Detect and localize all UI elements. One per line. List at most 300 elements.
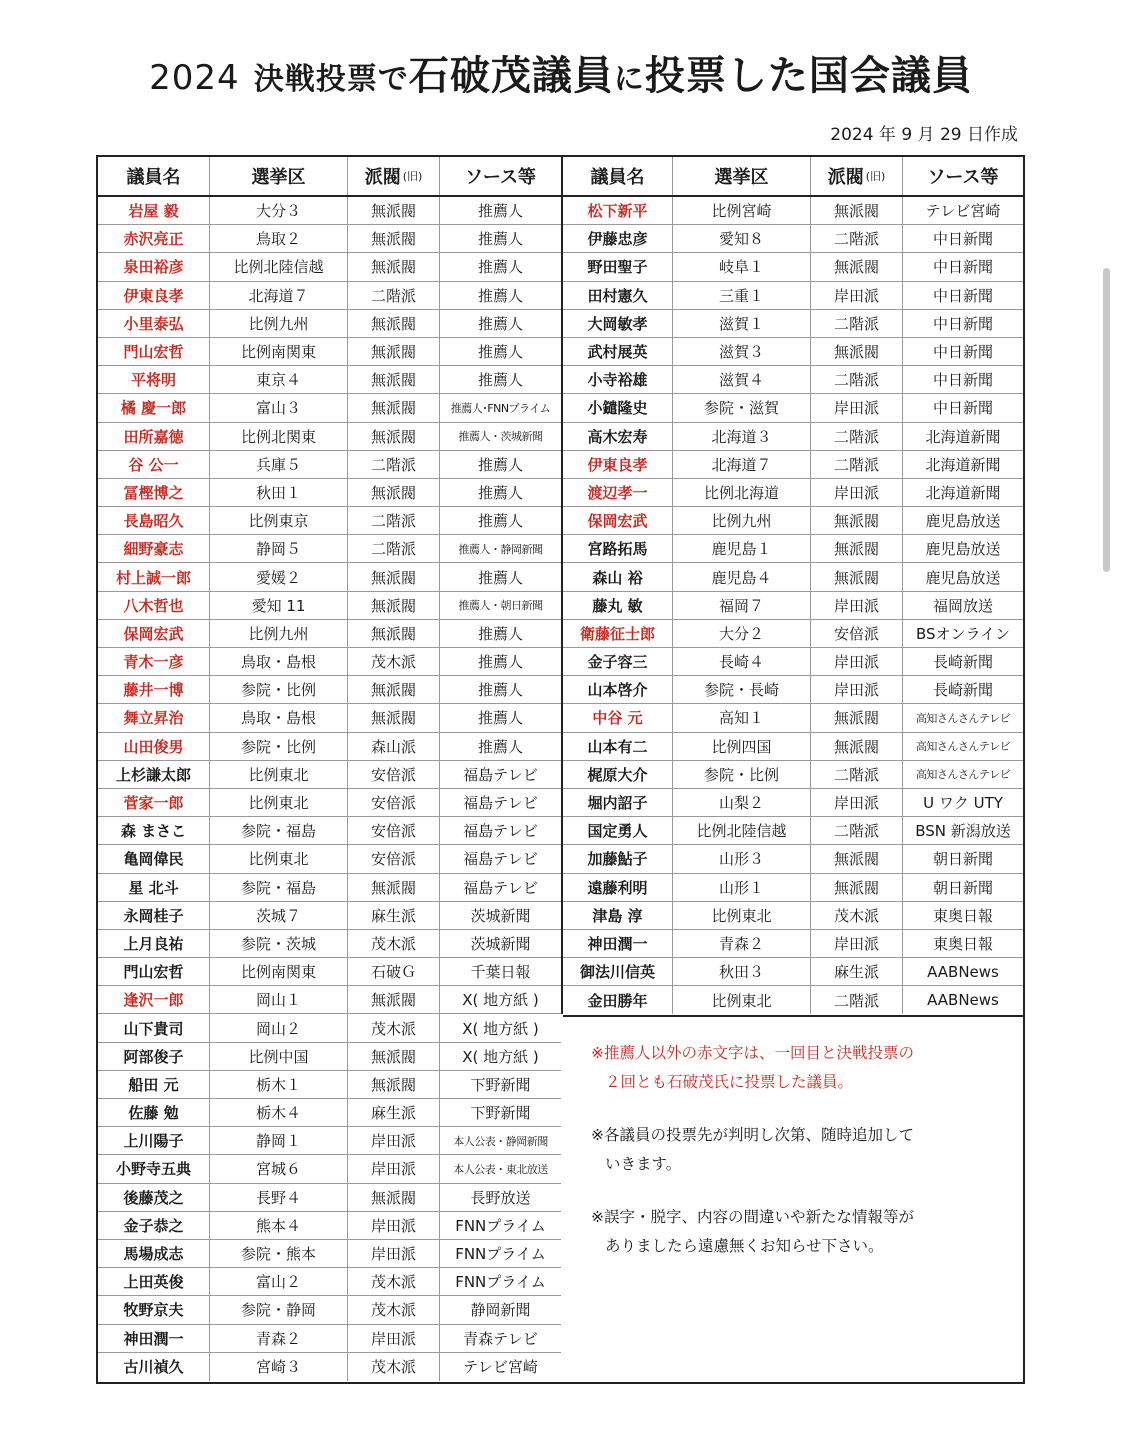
member-source: 東奥日報 bbox=[932, 906, 993, 925]
member-faction: 無派閥 bbox=[348, 1043, 440, 1070]
member-faction: 無派閥 bbox=[348, 479, 440, 506]
member-source: AABNews bbox=[927, 962, 999, 981]
title-part: 決戦投票で bbox=[253, 62, 409, 97]
member-source: 推薦人 bbox=[477, 371, 523, 390]
member-district: 滋賀１ bbox=[673, 310, 811, 337]
table-row bbox=[98, 958, 561, 986]
table-row bbox=[98, 197, 561, 225]
member-district: 滋賀４ bbox=[673, 366, 811, 393]
member-district: 山形３ bbox=[673, 845, 811, 872]
title-part: に bbox=[613, 62, 645, 97]
member-faction: 無派閥 bbox=[348, 310, 440, 337]
member-faction: 無派閥 bbox=[811, 197, 903, 224]
member-district: 比例北陸信越 bbox=[673, 817, 811, 844]
table-row bbox=[563, 930, 1023, 958]
member-district: 比例東北 bbox=[673, 986, 811, 1014]
member-source: X( 地方紙 ) bbox=[462, 1019, 539, 1038]
table-row bbox=[98, 225, 561, 253]
member-district: 富山３ bbox=[210, 394, 348, 421]
table-row bbox=[563, 733, 1023, 761]
table-row bbox=[563, 507, 1023, 535]
member-faction: 無派閥 bbox=[348, 676, 440, 703]
member-source: 推薦人・茨城新聞 bbox=[458, 430, 543, 444]
table-row bbox=[98, 1240, 561, 1268]
member-district: 参院・静岡 bbox=[210, 1296, 348, 1323]
member-name: 衛藤征士郎 bbox=[563, 620, 673, 647]
member-name: 逢沢一郎 bbox=[98, 986, 210, 1013]
member-district: 比例北海道 bbox=[673, 479, 811, 506]
table-row bbox=[98, 1296, 561, 1324]
table-row bbox=[98, 1071, 561, 1099]
member-faction: 無派閥 bbox=[348, 253, 440, 280]
member-name: 津島 淳 bbox=[563, 902, 673, 929]
member-faction: 二階派 bbox=[348, 451, 440, 478]
member-source: 千葉日報 bbox=[470, 963, 531, 982]
member-source: 推薦人 bbox=[477, 512, 523, 531]
member-source: 中日新聞 bbox=[932, 230, 993, 249]
member-faction: 茂木派 bbox=[348, 1014, 440, 1041]
member-name: 松下新平 bbox=[563, 197, 673, 224]
member-name: 古川禎久 bbox=[98, 1353, 210, 1381]
table-row bbox=[98, 648, 561, 676]
member-district: 参院・比例 bbox=[210, 676, 348, 703]
table-row bbox=[563, 451, 1023, 479]
table-row bbox=[563, 197, 1023, 225]
member-district: 比例東京 bbox=[210, 507, 348, 534]
member-faction: 二階派 bbox=[811, 310, 903, 337]
member-source: FNNプライム bbox=[455, 1216, 546, 1235]
table-row bbox=[98, 310, 561, 338]
member-faction: 安倍派 bbox=[348, 789, 440, 816]
member-source: X( 地方紙 ) bbox=[462, 991, 539, 1010]
table-row bbox=[563, 479, 1023, 507]
member-source: 鹿児島放送 bbox=[925, 512, 1001, 531]
member-district: 熊本４ bbox=[210, 1212, 348, 1239]
member-source: 中日新聞 bbox=[932, 258, 993, 277]
table-row bbox=[563, 676, 1023, 704]
member-faction: 茂木派 bbox=[348, 648, 440, 675]
member-district: 鳥取・島根 bbox=[210, 648, 348, 675]
table-row bbox=[98, 253, 561, 281]
note-line: ※誤字・脱字、内容の間違いや新たな情報等が bbox=[591, 1207, 914, 1226]
table-row bbox=[98, 366, 561, 394]
table-row bbox=[98, 394, 561, 422]
member-name: 村上誠一郎 bbox=[98, 563, 210, 590]
member-name: 加藤鮎子 bbox=[563, 845, 673, 872]
member-faction: 麻生派 bbox=[348, 902, 440, 929]
member-faction: 岸田派 bbox=[811, 282, 903, 309]
member-district: 滋賀３ bbox=[673, 338, 811, 365]
member-source: 推薦人 bbox=[477, 258, 523, 277]
member-faction: 二階派 bbox=[811, 423, 903, 450]
members-table bbox=[96, 155, 1025, 1384]
table-row bbox=[563, 563, 1023, 591]
member-name: 長島昭久 bbox=[98, 507, 210, 534]
member-source: 高知さんさんテレビ bbox=[915, 711, 1011, 725]
member-name: 小寺裕雄 bbox=[563, 366, 673, 393]
member-source: 長崎新聞 bbox=[932, 681, 993, 700]
member-faction: 無派閥 bbox=[348, 620, 440, 647]
member-source: 推薦人 bbox=[477, 202, 523, 221]
table-row bbox=[98, 986, 561, 1014]
member-source: AABNews bbox=[927, 991, 999, 1010]
table-row bbox=[98, 535, 561, 563]
table-row bbox=[563, 761, 1023, 789]
member-district: 秋田３ bbox=[673, 958, 811, 985]
member-faction: 茂木派 bbox=[348, 1268, 440, 1295]
note-line: ２回とも石破茂氏に投票した議員。 bbox=[605, 1072, 854, 1091]
table-row bbox=[98, 845, 561, 873]
member-district: 参院・茨城 bbox=[210, 930, 348, 957]
member-name: 遠藤利明 bbox=[563, 874, 673, 901]
member-district: 福岡７ bbox=[673, 592, 811, 619]
header-faction-note: (旧) bbox=[865, 170, 886, 183]
member-name: 平将明 bbox=[98, 366, 210, 393]
table-header bbox=[563, 157, 1023, 197]
member-district: 栃木４ bbox=[210, 1099, 348, 1126]
member-faction: 無派閥 bbox=[348, 338, 440, 365]
member-source: 推薦人・静岡新聞 bbox=[458, 542, 543, 556]
member-faction: 無派閥 bbox=[811, 535, 903, 562]
member-faction: 岸田派 bbox=[348, 1325, 440, 1352]
header-faction-label: 派閥 bbox=[364, 167, 401, 188]
member-name: 山本有二 bbox=[563, 733, 673, 760]
member-name: 大岡敏孝 bbox=[563, 310, 673, 337]
member-district: 愛知 11 bbox=[210, 592, 348, 619]
table-row bbox=[563, 704, 1023, 732]
table-row bbox=[563, 310, 1023, 338]
table-row bbox=[98, 733, 561, 761]
note-line: ※推薦人以外の赤文字は、一回目と決戦投票の bbox=[591, 1043, 914, 1062]
member-source: BSオンライン bbox=[915, 624, 1011, 643]
header-faction-note: (旧) bbox=[402, 170, 423, 183]
member-source: 下野新聞 bbox=[470, 1104, 531, 1123]
member-source: 長野放送 bbox=[470, 1188, 531, 1207]
member-faction: 麻生派 bbox=[811, 958, 903, 985]
member-district: 参院・福島 bbox=[210, 817, 348, 844]
table-row bbox=[563, 902, 1023, 930]
table-row bbox=[563, 592, 1023, 620]
member-district: 秋田１ bbox=[210, 479, 348, 506]
member-source: 東奥日報 bbox=[932, 934, 993, 953]
note-line: いきます。 bbox=[605, 1154, 682, 1173]
member-name: 森 まさこ bbox=[98, 817, 210, 844]
table-row bbox=[98, 282, 561, 310]
member-district: 岡山１ bbox=[210, 986, 348, 1013]
member-source: FNNプライム bbox=[455, 1245, 546, 1264]
member-name: 藤丸 敏 bbox=[563, 592, 673, 619]
table-row bbox=[98, 789, 561, 817]
member-source: 朝日新聞 bbox=[932, 878, 993, 897]
member-district: 比例九州 bbox=[210, 310, 348, 337]
member-faction: 無派閥 bbox=[348, 1184, 440, 1211]
table-row bbox=[98, 592, 561, 620]
member-district: 岐阜１ bbox=[673, 253, 811, 280]
table-row bbox=[563, 423, 1023, 451]
member-faction: 茂木派 bbox=[348, 1296, 440, 1323]
member-name: 藤井一博 bbox=[98, 676, 210, 703]
member-district: 北海道３ bbox=[673, 423, 811, 450]
note-updates bbox=[591, 1121, 1007, 1179]
table-row bbox=[563, 817, 1023, 845]
notes-box bbox=[563, 1015, 1023, 1285]
member-source: 福島テレビ bbox=[463, 765, 538, 784]
member-faction: 岸田派 bbox=[348, 1240, 440, 1267]
member-faction: 無派閥 bbox=[811, 563, 903, 590]
member-name: 保岡宏武 bbox=[563, 507, 673, 534]
member-district: 比例九州 bbox=[210, 620, 348, 647]
scrollbar-thumb[interactable] bbox=[1103, 268, 1110, 572]
member-name: 森山 裕 bbox=[563, 563, 673, 590]
header-district: 選挙区 bbox=[210, 157, 348, 195]
table-left-half bbox=[98, 157, 561, 1381]
member-district: 比例東北 bbox=[210, 845, 348, 872]
member-faction: 茂木派 bbox=[348, 1353, 440, 1381]
table-row bbox=[563, 986, 1023, 1014]
member-name: 神田潤一 bbox=[98, 1325, 210, 1352]
member-district: 比例北関東 bbox=[210, 423, 348, 450]
member-name: 伊東良孝 bbox=[563, 451, 673, 478]
member-source: BSN 新潟放送 bbox=[915, 822, 1011, 841]
member-source: 福島テレビ bbox=[463, 822, 538, 841]
member-source: 推薦人 bbox=[477, 653, 523, 672]
header-name: 議員名 bbox=[563, 157, 673, 195]
member-district: 三重１ bbox=[673, 282, 811, 309]
member-name: 梶原大介 bbox=[563, 761, 673, 788]
member-name: 泉田裕彦 bbox=[98, 253, 210, 280]
member-faction: 安倍派 bbox=[348, 845, 440, 872]
table-row bbox=[563, 282, 1023, 310]
note-line: ありましたら遠慮無くお知らせ下さい。 bbox=[605, 1236, 884, 1255]
member-source: 朝日新聞 bbox=[932, 850, 993, 869]
member-faction: 無派閥 bbox=[811, 704, 903, 731]
member-district: 岡山２ bbox=[210, 1014, 348, 1041]
member-district: 栃木１ bbox=[210, 1071, 348, 1098]
table-row bbox=[563, 535, 1023, 563]
member-name: 野田聖子 bbox=[563, 253, 673, 280]
member-name: 橘 慶一郎 bbox=[98, 394, 210, 421]
member-district: 大分３ bbox=[210, 197, 348, 224]
member-district: 比例東北 bbox=[673, 902, 811, 929]
member-name: 細野豪志 bbox=[98, 535, 210, 562]
member-source: 高知さんさんテレビ bbox=[915, 740, 1011, 754]
member-district: 北海道７ bbox=[210, 282, 348, 309]
member-district: 比例宮崎 bbox=[673, 197, 811, 224]
member-district: 兵庫５ bbox=[210, 451, 348, 478]
member-source: 北海道新聞 bbox=[925, 427, 1001, 446]
member-district: 鹿児島４ bbox=[673, 563, 811, 590]
header-faction-label: 派閥 bbox=[827, 167, 864, 188]
member-faction: 安倍派 bbox=[348, 817, 440, 844]
table-row bbox=[98, 1268, 561, 1296]
member-district: 長野４ bbox=[210, 1184, 348, 1211]
table-row bbox=[563, 874, 1023, 902]
member-district: 参院・比例 bbox=[210, 733, 348, 760]
member-name: 門山宏哲 bbox=[98, 338, 210, 365]
title-subject: 石破茂議員 bbox=[408, 53, 614, 99]
member-faction: 二階派 bbox=[811, 986, 903, 1014]
member-name: 国定勇人 bbox=[563, 817, 673, 844]
member-district: 鳥取２ bbox=[210, 225, 348, 252]
member-name: 保岡宏武 bbox=[98, 620, 210, 647]
member-source: 北海道新聞 bbox=[925, 483, 1001, 502]
member-source: 推薦人 bbox=[477, 286, 523, 305]
creation-date: 2024 年 9 月 29 日作成 bbox=[830, 125, 1018, 145]
member-faction: 二階派 bbox=[348, 282, 440, 309]
member-source: 推薦人 bbox=[477, 568, 523, 587]
member-source: 茨城新聞 bbox=[470, 934, 531, 953]
table-row bbox=[98, 1353, 561, 1381]
member-faction: 無派閥 bbox=[348, 423, 440, 450]
table-row bbox=[563, 338, 1023, 366]
member-faction: 二階派 bbox=[348, 507, 440, 534]
table-row bbox=[98, 902, 561, 930]
member-name: 山田俊男 bbox=[98, 733, 210, 760]
member-name: 門山宏哲 bbox=[98, 958, 210, 985]
table-row bbox=[98, 704, 561, 732]
member-name: 八木哲也 bbox=[98, 592, 210, 619]
member-district: 静岡１ bbox=[210, 1127, 348, 1154]
member-faction: 岸田派 bbox=[348, 1127, 440, 1154]
table-row bbox=[563, 845, 1023, 873]
member-district: 東京４ bbox=[210, 366, 348, 393]
member-name: 宮路拓馬 bbox=[563, 535, 673, 562]
member-source: 福島テレビ bbox=[463, 850, 538, 869]
member-source: 福島テレビ bbox=[463, 794, 538, 813]
table-left-body bbox=[98, 197, 561, 1381]
member-faction: 岸田派 bbox=[811, 676, 903, 703]
member-district: 比例南関東 bbox=[210, 338, 348, 365]
member-faction: 岸田派 bbox=[348, 1212, 440, 1239]
member-district: 比例東北 bbox=[210, 761, 348, 788]
member-source: 鹿児島放送 bbox=[925, 568, 1001, 587]
member-district: 参院・長崎 bbox=[673, 676, 811, 703]
table-row bbox=[98, 451, 561, 479]
table-row bbox=[98, 620, 561, 648]
member-faction: 無派閥 bbox=[811, 733, 903, 760]
member-source: 本人公表・東北放送 bbox=[453, 1162, 548, 1176]
table-row bbox=[98, 423, 561, 451]
member-source: 推薦人 bbox=[477, 455, 523, 474]
member-district: 比例東北 bbox=[210, 789, 348, 816]
member-faction: 無派閥 bbox=[811, 507, 903, 534]
member-faction: 無派閥 bbox=[811, 338, 903, 365]
member-faction: 二階派 bbox=[811, 225, 903, 252]
member-name: 亀岡偉民 bbox=[98, 845, 210, 872]
member-district: 宮城６ bbox=[210, 1155, 348, 1182]
member-faction: 茂木派 bbox=[811, 902, 903, 929]
member-name: 伊東良孝 bbox=[98, 282, 210, 309]
table-row bbox=[98, 676, 561, 704]
member-source: X( 地方紙 ) bbox=[462, 1047, 539, 1066]
member-faction: 二階派 bbox=[811, 366, 903, 393]
member-name: 佐藤 勉 bbox=[98, 1099, 210, 1126]
member-name: 上田英俊 bbox=[98, 1268, 210, 1295]
title-year: 2024 bbox=[149, 58, 240, 98]
header-name: 議員名 bbox=[98, 157, 210, 195]
member-district: 山形１ bbox=[673, 874, 811, 901]
member-source: 高知さんさんテレビ bbox=[915, 768, 1011, 782]
member-source: テレビ宮崎 bbox=[925, 202, 1001, 221]
table-row bbox=[98, 1099, 561, 1127]
member-district: 比例北陸信越 bbox=[210, 253, 348, 280]
table-row bbox=[98, 1014, 561, 1042]
member-source: 中日新聞 bbox=[932, 371, 993, 390]
member-name: 上杉謙太郎 bbox=[98, 761, 210, 788]
table-row bbox=[563, 789, 1023, 817]
member-faction: 茂木派 bbox=[348, 930, 440, 957]
member-name: 菅家一郎 bbox=[98, 789, 210, 816]
member-faction: 二階派 bbox=[811, 761, 903, 788]
member-source: 鹿児島放送 bbox=[925, 540, 1001, 559]
member-source: 推薦人 bbox=[477, 343, 523, 362]
table-row bbox=[98, 1212, 561, 1240]
table-header bbox=[98, 157, 561, 197]
member-faction: 安倍派 bbox=[811, 620, 903, 647]
member-name: 田所嘉徳 bbox=[98, 423, 210, 450]
page-title bbox=[0, 44, 1122, 101]
member-faction: 岸田派 bbox=[811, 930, 903, 957]
title-part: 投票した国会議員 bbox=[644, 53, 973, 99]
member-name: 舞立昇治 bbox=[98, 704, 210, 731]
member-source: 福島テレビ bbox=[463, 878, 538, 897]
header-district: 選挙区 bbox=[673, 157, 811, 195]
member-district: 愛知８ bbox=[673, 225, 811, 252]
member-faction: 無派閥 bbox=[348, 225, 440, 252]
member-source: 推薦人 bbox=[477, 737, 523, 756]
member-name: 高木宏寿 bbox=[563, 423, 673, 450]
member-source: 下野新聞 bbox=[470, 1075, 531, 1094]
member-name: 牧野京夫 bbox=[98, 1296, 210, 1323]
member-faction: 無派閥 bbox=[348, 874, 440, 901]
member-name: 青木一彦 bbox=[98, 648, 210, 675]
member-source: 静岡新聞 bbox=[470, 1301, 531, 1320]
table-row bbox=[98, 874, 561, 902]
member-name: 金田勝年 bbox=[563, 986, 673, 1014]
member-name: 後藤茂之 bbox=[98, 1184, 210, 1211]
member-faction: 無派閥 bbox=[811, 874, 903, 901]
member-name: 冨樫博之 bbox=[98, 479, 210, 506]
table-row bbox=[98, 507, 561, 535]
table-row bbox=[98, 1155, 561, 1183]
member-source: 長崎新聞 bbox=[932, 653, 993, 672]
table-row bbox=[563, 958, 1023, 986]
member-district: 大分２ bbox=[673, 620, 811, 647]
member-district: 青森２ bbox=[673, 930, 811, 957]
member-district: 鳥取・島根 bbox=[210, 704, 348, 731]
member-district: 愛媛２ bbox=[210, 563, 348, 590]
member-faction: 岸田派 bbox=[811, 789, 903, 816]
member-district: 比例四国 bbox=[673, 733, 811, 760]
member-faction: 岸田派 bbox=[811, 592, 903, 619]
note-corrections bbox=[591, 1203, 1007, 1261]
table-row bbox=[563, 648, 1023, 676]
member-name: 阿部俊子 bbox=[98, 1043, 210, 1070]
member-district: 比例南関東 bbox=[210, 958, 348, 985]
member-name: 星 北斗 bbox=[98, 874, 210, 901]
note-line: ※各議員の投票先が判明し次第、随時追加して bbox=[591, 1125, 914, 1144]
member-name: 永岡桂子 bbox=[98, 902, 210, 929]
table-row bbox=[98, 1184, 561, 1212]
member-name: 岩屋 毅 bbox=[98, 197, 210, 224]
member-name: 馬場成志 bbox=[98, 1240, 210, 1267]
member-source: 推薦人･FNNプライム bbox=[450, 401, 551, 415]
header-source: ソース等 bbox=[464, 167, 537, 188]
header-faction bbox=[811, 157, 903, 195]
member-faction: 岸田派 bbox=[811, 479, 903, 506]
member-district: 参院・比例 bbox=[673, 761, 811, 788]
member-source: 中日新聞 bbox=[932, 343, 993, 362]
